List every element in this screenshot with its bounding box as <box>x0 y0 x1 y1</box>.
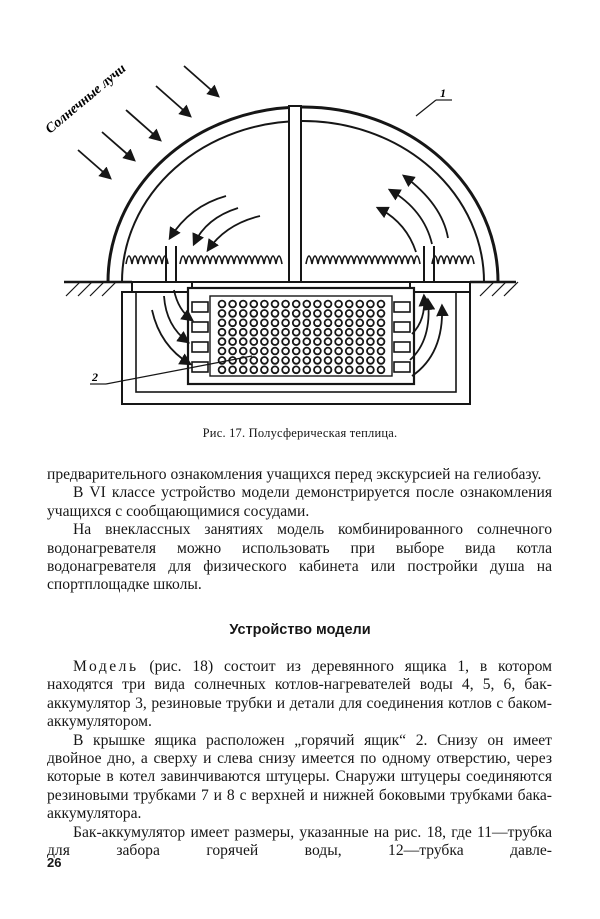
paragraph-model <box>47 658 552 732</box>
text-block-top <box>47 466 552 595</box>
paragraph-extracurricular: На внеклассных занятиях модель комбинированного солнечного водонагревателя можно использовать при выборе вида котла водонагревателя для физического кабинета или постройки душа на спортплощадке школы. <box>47 521 552 594</box>
paragraph-tank: Бак-аккумулятор имеет размеры, указанные на рис. 18, где 11—трубка для забора горячей воды, 12—трубка давле- <box>47 823 552 860</box>
hemispherical-greenhouse-diagram <box>40 20 560 440</box>
paragraph-continuation: предварительного ознакомления учащихся перед экскурсией на гелиобазу. <box>47 466 542 483</box>
page-number: 26 <box>47 855 62 870</box>
callout-2: 2 <box>92 370 98 384</box>
central-partition <box>289 106 301 282</box>
callout-1: 1 <box>440 86 446 100</box>
paragraph-model-rest: (рис. 18) состоит из деревянного ящика 1, в котором находятся три вида солнечных котлов-нагревателей воды 4, 5, 6, бак-аккумулятор 3, резиновые трубки и детали для соединения котлов с баком-аккумулятором. <box>47 658 552 731</box>
floor-slab-right <box>410 282 470 292</box>
greenhouse-figure <box>40 20 560 440</box>
term-model: Модель <box>73 658 139 675</box>
floor-slab-left <box>132 282 192 292</box>
sun-rays-label: Солнечные лучи <box>42 61 130 138</box>
figure-caption: Рис. 17. Полусферическая теплица. <box>202 426 398 440</box>
section-heading: Устройство модели <box>229 622 371 638</box>
text-block-bottom <box>47 658 552 860</box>
paragraph-hot-box: В крышке ящика расположен „горячий ящик“ 2. Снизу он имеет двойное дно, а сверху и слева снизу имеется по одному отверстию, через которые в котел завинчиваются штуцеры. Снаружи штуцеры соединяются резиновыми трубками 7 и 8 с верхней и нижней боковыми трубками бака-аккумулятора. <box>47 731 552 823</box>
paragraph-vi-class: В VI классе устройство модели демонстрируется после ознакомления учащихся с сообщающимися сосудами. <box>47 484 552 520</box>
callout-1-leader <box>416 100 436 116</box>
